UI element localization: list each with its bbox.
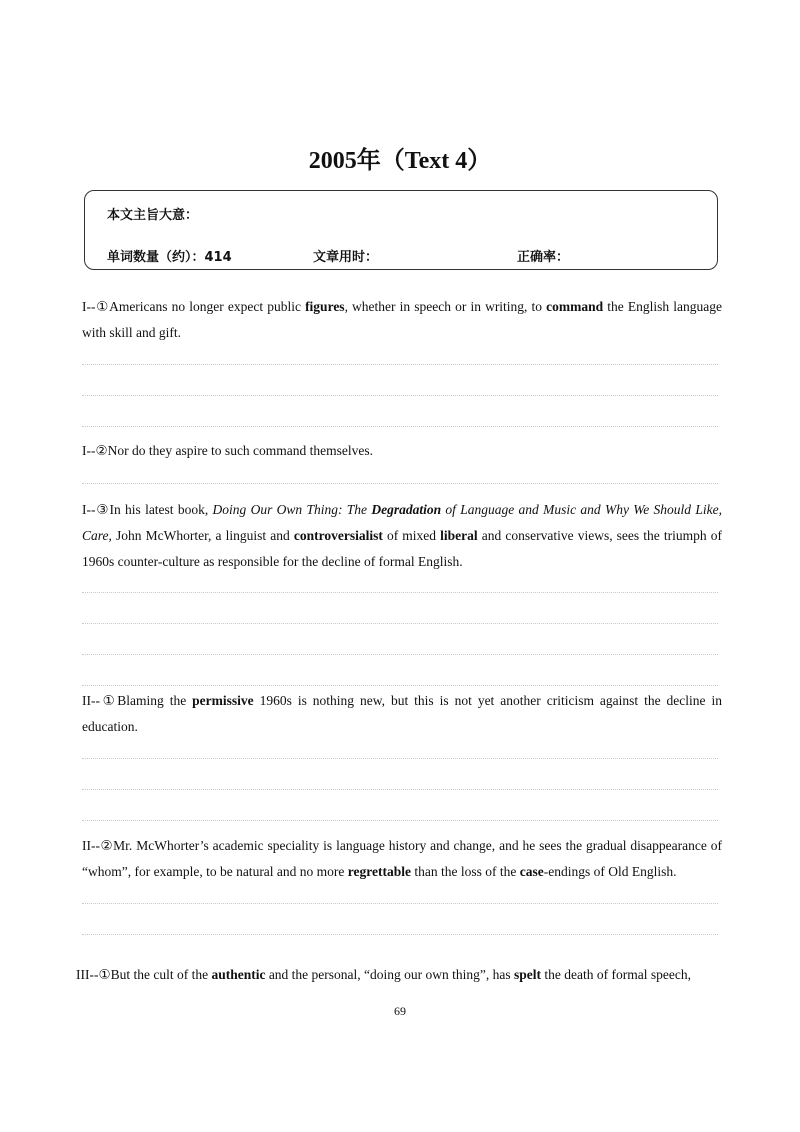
reading-time-label: 文章用时： — [313, 250, 379, 265]
answer-line — [82, 654, 718, 655]
text-segment: I--②Nor do they aspire to such command themselves. — [82, 443, 374, 458]
accuracy-label: 正确率： — [517, 250, 570, 265]
text-segment: permissive — [192, 693, 254, 708]
text-segment: and conservative views, sees the triumph of 1960s counter-culture as responsible for the decline of formal English. — [82, 528, 722, 569]
text-segment: figures — [305, 299, 345, 314]
page-number: 69 — [394, 1004, 406, 1018]
text-segment: Degradation — [371, 502, 442, 517]
text-segment: II--①Blaming the — [82, 693, 193, 708]
summary-info-box — [84, 190, 718, 270]
text-segment: than the loss of the — [411, 864, 520, 879]
answer-line — [82, 903, 718, 904]
text-segment: , whether in speech or in writing, to — [344, 299, 547, 314]
answer-line — [82, 685, 718, 686]
paragraph-III-1 — [76, 962, 726, 988]
text-segment: , John McWhorter, a linguist and — [108, 528, 294, 543]
answer-line — [82, 623, 718, 624]
text-segment: case — [519, 864, 544, 879]
text-segment: and the personal, “doing our own thing”, has — [265, 967, 515, 982]
text-segment: of Language and Music and Why We Should Like, Care — [82, 502, 722, 543]
paragraph-I-1 — [82, 294, 722, 346]
text-segment: 1960s is nothing new, but this is not yet another criticism against the decline in education. — [82, 693, 722, 734]
text-segment: -endings of Old English. — [543, 864, 677, 879]
answer-line — [82, 789, 718, 790]
text-segment: II--②Mr. McWhorter’s academic speciality is language history and change, and he sees the gradual disappearance of “whom”, for example, to be natural and no more — [82, 838, 722, 879]
main-idea-label: 本文主旨大意： — [107, 208, 199, 223]
paragraph-II-2 — [82, 833, 722, 885]
text-segment: the English language with skill and gift. — [82, 299, 722, 340]
text-segment: III--①But the cult of the — [76, 967, 212, 982]
text-segment: liberal — [440, 528, 478, 543]
answer-line — [82, 820, 718, 821]
text-segment: controversialist — [293, 528, 383, 543]
page-title: 2005年（Text 4） — [308, 148, 492, 174]
answer-line — [82, 934, 718, 935]
answer-line — [82, 758, 718, 759]
text-segment: authentic — [211, 967, 266, 982]
text-segment: the death of formal speech, — [541, 967, 691, 982]
answer-line — [82, 592, 718, 593]
paragraph-I-3 — [82, 497, 722, 575]
text-segment: I--③In his latest book, — [82, 502, 213, 517]
text-segment: I--①Americans no longer expect public — [82, 299, 306, 314]
paragraph-II-1 — [82, 688, 722, 740]
paragraph-I-2 — [82, 438, 722, 464]
word-count-label: 单词数量（约）：414 — [107, 250, 232, 265]
text-segment: spelt — [514, 967, 542, 982]
answer-line — [82, 395, 718, 396]
text-segment: Doing Our Own Thing: The — [212, 502, 372, 517]
answer-line — [82, 364, 718, 365]
text-segment: of mixed — [382, 528, 441, 543]
answer-line — [82, 426, 718, 427]
text-segment: command — [546, 299, 604, 314]
text-segment: regrettable — [347, 864, 412, 879]
answer-line — [82, 483, 718, 484]
